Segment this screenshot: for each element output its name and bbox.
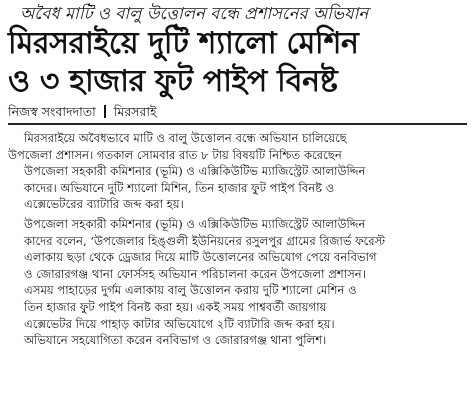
body-line: এসময় পাহাড়ের দুর্গম এলাকায় বালু উত্তোলন করায় দুটি শ্যালো মেশিন ও — [24, 283, 357, 298]
kicker: অবৈধ মাটি ও বালু উত্তোলন বন্ধে প্রশাসনের অভিযান — [20, 4, 369, 23]
byline-separator — [104, 105, 106, 118]
body-line: কাদের। অভিযানে দুটি শ্যালো মিশিন, তিন হাজার ফুট পাইপ বিনষ্ট ও — [24, 180, 335, 195]
body-line: উপজেলা সহকারী কমিশনার (ভূমি) ও এক্সিকিউটিভ ম্যাজিস্ট্রেট আলাউদ্দিন — [24, 216, 366, 231]
body-line: ও জোরারগঞ্জ থানা ফোর্সসহ অভিযান পরিচালনা করেন উপজেলা প্রশাসন। — [24, 266, 366, 281]
body-line: উপজেলা সহকারী কমিশনার (ভূমি) ও এক্সিকিউটিভ ম্যাজিস্ট্রেট আলাউদ্দিন — [24, 164, 366, 179]
paragraph-2 — [8, 216, 467, 349]
body-line: এলাকায় ছড়া থেকে ড্রেজার দিয়ে মাটি উত্তোলনের অভিযোগ পেয়ে বনবিভাগ — [24, 250, 377, 265]
headline-line-2: ও ৩ হাজার ফুট পাইপ বিনষ্ট — [8, 64, 338, 99]
headline — [8, 25, 467, 101]
body-line: এক্সেভেটর দিয়ে পাহাড় কাটার অভিযোগে ২টি ব্যাটারি জব্দ করা হয়। — [24, 316, 335, 331]
body-line: মিরসরাইয়ে অবৈধভাবে মাটি ও বালু উত্তোলন বন্ধে অভিযান চালিয়েছে — [24, 131, 347, 145]
byline-location: মিরসরাই — [113, 104, 157, 119]
body-line: অভিযানে সহযোগিতা করেন বনবিভাগ ও জোরারগঞ্জ থানা পুলিশ। — [24, 333, 327, 348]
body-line: কাদের বলেন, ‘উপজেলার হিঙ্গুলী ইউনিয়নের রসুলপুর গ্রামের রিজার্ভ ফরেস্ট — [24, 233, 386, 248]
body-line: তিন হাজার ফুট পাইপ বিনষ্ট করা হয়। একই সময় পাশ্ববর্তী জায়গায় — [24, 299, 327, 314]
body-line: এক্সেভেটরের ব্যাটারি জব্দ করা হয়। — [24, 197, 184, 212]
body-line: উপজেলা প্রশাসন। গতকাল সোমবার রাত ৮ টায় বিষয়টি নিশ্চিত করেছেন — [8, 147, 342, 162]
byline-author: নিজস্ব সংবাদদাতা — [8, 104, 96, 119]
byline — [8, 103, 467, 125]
headline-line-1: মিরসরাইয়ে দুটি শ্যালো মেশিন — [8, 26, 359, 61]
paragraph-1 — [8, 130, 467, 213]
